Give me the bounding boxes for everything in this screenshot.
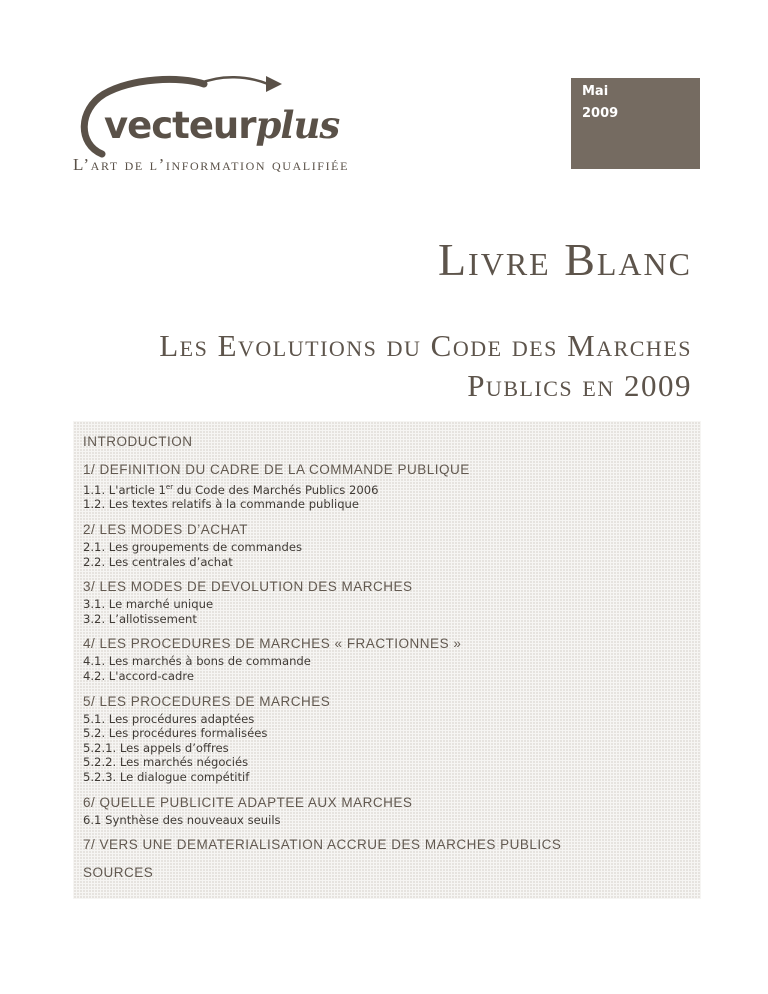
date-year: 2009	[582, 106, 619, 121]
toc-introduction	[83, 432, 691, 452]
toc-heading-introduction: INTRODUCTION	[83, 434, 193, 449]
toc-heading: 1/ DEFINITION DU CADRE DE LA COMMANDE PUBLIQUE	[83, 462, 470, 477]
toc-section-2	[83, 520, 691, 569]
toc-item: 6.1 Synthèse des nouveaux seuils	[83, 812, 281, 827]
toc-heading-sources: SOURCES	[83, 865, 154, 881]
date-month: Mai	[582, 84, 609, 99]
document-subtitle	[159, 326, 692, 406]
table-of-contents	[73, 421, 701, 899]
brand-name-main: vecteur	[104, 104, 256, 147]
toc-heading: 4/ LES PROCEDURES DE MARCHES « FRACTIONNES »	[83, 636, 462, 652]
toc-heading: 2/ LES MODES D’ACHAT	[83, 522, 249, 538]
toc-item: 5.2.3. Le dialogue compétitif	[83, 769, 250, 784]
brand-wordmark	[104, 103, 339, 147]
toc-item: 2.1. Les groupements de commandes	[83, 540, 302, 555]
toc-item: 4.1. Les marchés à bons de commande	[83, 654, 311, 669]
toc-item: 3.2. L’allotissement	[83, 611, 197, 626]
toc-item-superscript: er	[165, 483, 174, 491]
toc-item: 2.2. Les centrales d’achat	[83, 554, 233, 569]
subtitle-line-2: Publics en 2009	[467, 368, 692, 403]
toc-item-text: 1.1. L'article 1	[83, 482, 166, 497]
toc-heading: 7/ VERS UNE DEMATERIALISATION ACCRUE DES MARCHES PUBLICS	[83, 837, 562, 853]
toc-item: 5.2.2. Les marchés négociés	[83, 755, 249, 770]
subtitle-line-1: Les Evolutions du Code des Marches	[159, 328, 692, 363]
toc-section-6	[83, 793, 691, 828]
toc-sources	[83, 863, 691, 883]
toc-heading: 5/ LES PROCEDURES DE MARCHES	[83, 693, 331, 709]
toc-section-4	[83, 634, 691, 683]
date-badge	[571, 78, 700, 169]
brand-tagline: L’art de l’information qualifiée	[73, 155, 350, 174]
toc-item: 1.2. Les textes relatifs à la commande publique	[83, 497, 360, 512]
toc-section-1	[83, 460, 691, 512]
toc-item-text: du Code des Marchés Publics 2006	[173, 482, 379, 497]
toc-section-3	[83, 577, 691, 626]
document-title: Livre Blanc	[437, 234, 692, 285]
toc-heading: 3/ LES MODES DE DEVOLUTION DES MARCHES	[83, 579, 413, 595]
toc-heading: 6/ QUELLE PUBLICITE ADAPTEE AUX MARCHES	[83, 794, 413, 810]
toc-item: 5.2.1. Les appels d’offres	[83, 740, 229, 755]
toc-item: 4.2. L'accord-cadre	[83, 669, 194, 684]
toc-item: 3.1. Le marché unique	[83, 597, 214, 612]
brand-name-plus: plus	[255, 103, 340, 147]
toc-item: 5.1. Les procédures adaptées	[83, 711, 255, 726]
toc-item: 5.2. Les procédures formalisées	[83, 726, 268, 741]
toc-section-5	[83, 692, 691, 785]
toc-item	[83, 480, 691, 497]
toc-section-7	[83, 835, 691, 855]
